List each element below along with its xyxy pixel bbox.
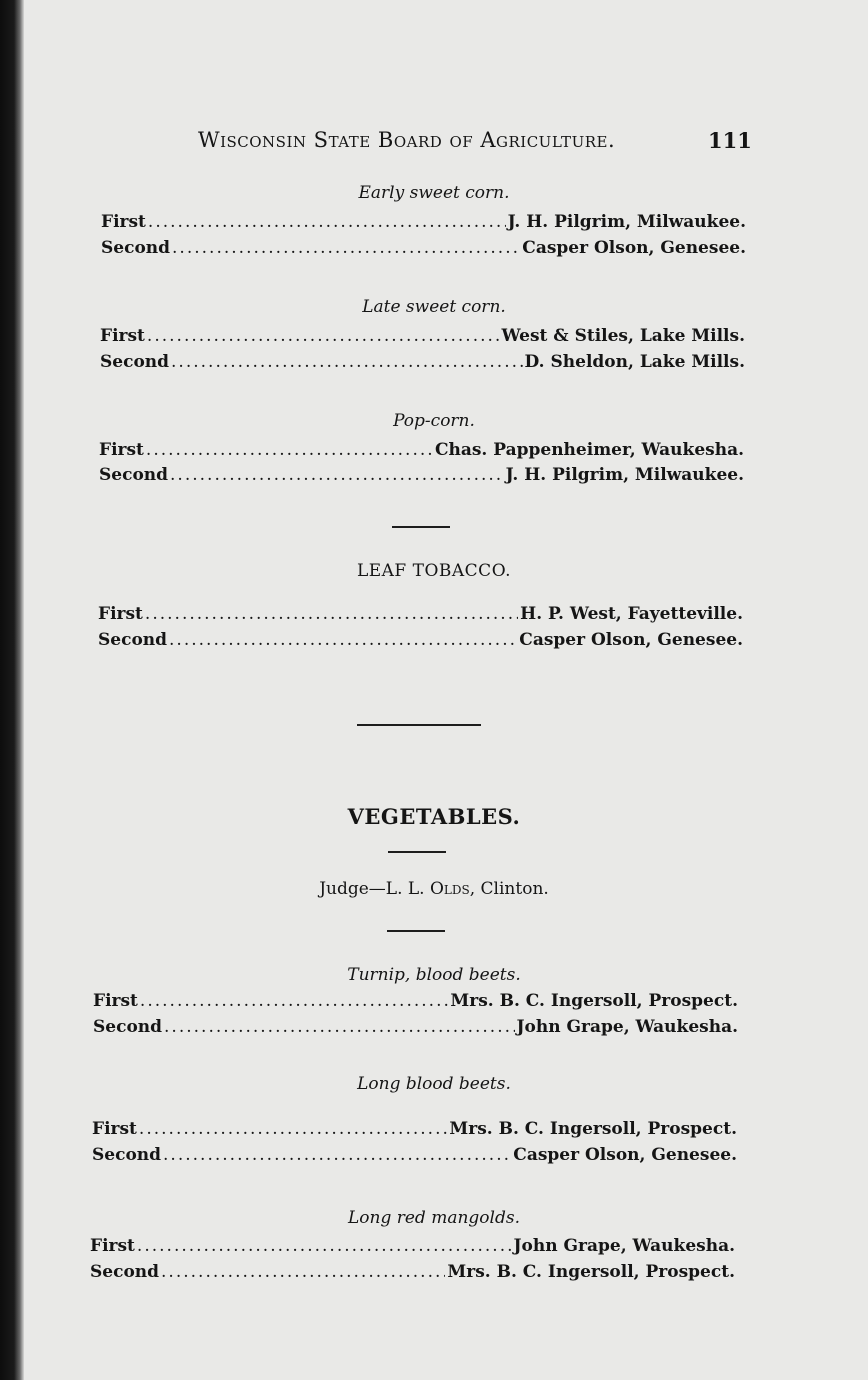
award-place: Second <box>99 465 169 485</box>
judge-line <box>0 879 868 899</box>
award-winner: Mrs. B. C. Ingersoll, Prospect. <box>447 1262 735 1282</box>
short-rule <box>388 851 446 853</box>
dot-leader <box>147 326 500 346</box>
award-winner: Mrs. B. C. Ingersoll, Prospect. <box>450 991 738 1011</box>
award-winner: Casper Olson, Genesee. <box>519 630 743 650</box>
award-place: Second <box>100 352 170 372</box>
award-place: Second <box>93 1017 163 1037</box>
award-entry <box>90 1262 735 1282</box>
dot-leader <box>137 1236 512 1256</box>
dot-leader <box>161 1262 445 1282</box>
award-winner: John Grape, Waukesha. <box>516 1017 738 1037</box>
award-place: First <box>93 991 138 1011</box>
section-title: Pop-corn. <box>393 411 475 431</box>
award-entry <box>90 1236 735 1256</box>
dot-leader <box>164 1017 514 1037</box>
award-place: First <box>92 1119 137 1139</box>
short-rule <box>392 526 450 528</box>
dot-leader <box>148 212 506 232</box>
dot-leader <box>172 238 520 258</box>
running-header: Wisconsin State Board of Agriculture. <box>198 128 616 152</box>
award-place: Second <box>92 1145 162 1165</box>
award-winner: Casper Olson, Genesee. <box>522 238 746 258</box>
award-winner: H. P. West, Fayetteville. <box>520 604 743 624</box>
award-entry <box>99 465 744 485</box>
section-title: Late sweet corn. <box>362 297 506 317</box>
award-winner: Mrs. B. C. Ingersoll, Prospect. <box>449 1119 737 1139</box>
dot-leader <box>140 991 449 1011</box>
award-entry <box>101 238 746 258</box>
section-title: Early sweet corn. <box>358 183 510 203</box>
section-title: Long blood beets. <box>357 1074 511 1094</box>
award-winner: D. Sheldon, Lake Mills. <box>524 352 745 372</box>
award-winner: Chas. Pappenheimer, Waukesha. <box>434 440 744 460</box>
award-entry <box>98 630 743 650</box>
judge-prefix: Judge—L. L. <box>319 879 430 899</box>
award-entry <box>98 604 743 624</box>
dot-leader <box>163 1145 511 1165</box>
award-entry <box>100 352 745 372</box>
award-entry <box>92 1145 737 1165</box>
award-entry <box>93 991 738 1011</box>
dot-leader <box>171 352 523 372</box>
award-entry <box>100 326 745 346</box>
award-entry <box>99 440 744 460</box>
award-winner: Casper Olson, Genesee. <box>513 1145 737 1165</box>
award-entry <box>101 212 746 232</box>
award-place: First <box>99 440 144 460</box>
award-place: Second <box>98 630 168 650</box>
award-place: Second <box>90 1262 160 1282</box>
award-winner: West & Stiles, Lake Mills. <box>501 326 745 346</box>
award-winner: John Grape, Waukesha. <box>513 1236 735 1256</box>
vegetables-heading: VEGETABLES. <box>347 804 521 829</box>
short-rule <box>387 930 445 932</box>
judge-name: Olds <box>429 879 470 899</box>
award-place: First <box>101 212 146 232</box>
section-title: Long red mangolds. <box>347 1208 520 1228</box>
section-heading: LEAF TOBACCO. <box>356 561 512 581</box>
page-number: 111 <box>708 128 752 153</box>
section-title: Turnip, blood beets. <box>347 965 521 985</box>
award-winner: J. H. Pilgrim, Milwaukee. <box>507 212 746 232</box>
award-winner: J. H. Pilgrim, Milwaukee. <box>505 465 744 485</box>
dot-leader <box>170 465 504 485</box>
award-place: First <box>90 1236 135 1256</box>
award-place: Second <box>101 238 171 258</box>
dot-leader <box>169 630 517 650</box>
award-entry <box>92 1119 737 1139</box>
section-divider-rule <box>357 724 481 726</box>
dot-leader <box>145 604 518 624</box>
award-place: First <box>100 326 145 346</box>
dot-leader <box>146 440 433 460</box>
award-entry <box>93 1017 738 1037</box>
dot-leader <box>139 1119 448 1139</box>
award-place: First <box>98 604 143 624</box>
judge-location: , Clinton. <box>469 879 549 899</box>
